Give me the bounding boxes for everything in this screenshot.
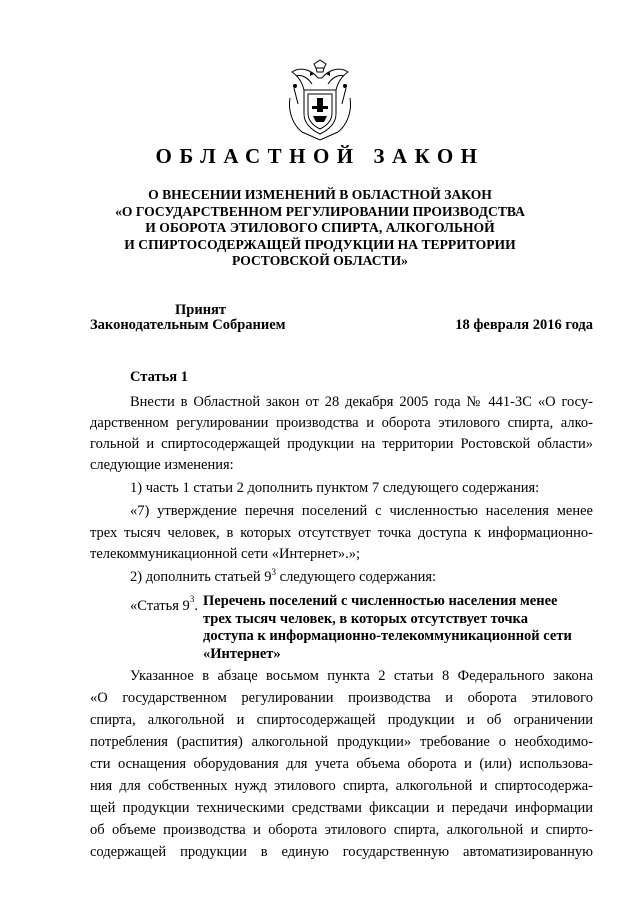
superscript: 3 bbox=[189, 594, 195, 604]
body-line: щей продукции техническими средствами фиксации и передачи информации bbox=[90, 800, 593, 816]
list-item-2 bbox=[130, 568, 593, 586]
adopted-body: Законодательным Собранием bbox=[90, 317, 286, 333]
article-heading: Статья 1 bbox=[130, 369, 188, 385]
paragraph-line: следующие изменения: bbox=[90, 457, 234, 473]
new-article-number: «Статья $9^3$. bbox=[130, 594, 198, 614]
superscript: 3 bbox=[271, 567, 277, 577]
quote-line: «7) утверждение перечня поселений с численностью населения менее bbox=[130, 503, 593, 519]
body-line: содержащей продукции в единую государственную автоматизированную bbox=[90, 844, 593, 860]
quote-line: трех тысяч человек, в которых отсутствует точка доступа к информационно- bbox=[90, 525, 593, 541]
body-line: «О государственном регулировании производства и оборота этилового bbox=[90, 690, 593, 706]
subtitle-line: РОСТОВСКОЙ ОБЛАСТИ» bbox=[232, 253, 408, 268]
body-line: Указанное в абзаце восьмом пункта 2 статьи 8 Федерального закона bbox=[130, 668, 593, 684]
law-title: ОБЛАСТНОЙ ЗАКОН bbox=[155, 144, 485, 168]
title-line: трех тысяч человек, в которых отсутствует точка bbox=[203, 610, 528, 627]
body-line: потребления (распития) алкогольной продукции» требование о необходимо- bbox=[90, 734, 593, 750]
subtitle-line: И СПИРТОСОДЕРЖАЩЕЙ ПРОДУКЦИИ НА ТЕРРИТОРИИ bbox=[124, 236, 516, 252]
title-line: Перечень поселений с численностью населения менее bbox=[203, 593, 558, 609]
list-item-1: 1) часть 1 статьи 2 дополнить пунктом 7 следующего содержания: bbox=[130, 480, 540, 496]
body-line: ния для собственных нужд этилового спирта, алкогольной и спиртосодержа- bbox=[90, 778, 593, 794]
paragraph-line: гольной и спиртосодержащей продукции на территории Ростовской области» bbox=[90, 436, 593, 452]
body-line: сти оснащения оборудования для учета объема оборота и (или) использова- bbox=[90, 756, 593, 772]
title-line: доступа к информационно-телекоммуникационной сети bbox=[203, 628, 572, 644]
subtitle-line: И ОБОРОТА ЭТИЛОВОГО СПИРТА, АЛКОГОЛЬНОЙ bbox=[145, 220, 495, 235]
subtitle-line: «О ГОСУДАРСТВЕННОМ РЕГУЛИРОВАНИИ ПРОИЗВОДСТВА bbox=[115, 203, 525, 219]
adoption-date: 18 февраля 2016 года bbox=[455, 317, 593, 333]
paragraph-line: Внести в Областной закон от 28 декабря 2005 года № 441-ЗС «О госу- bbox=[130, 394, 593, 410]
item2-text: 2) дополнить статьей 9 bbox=[130, 569, 272, 585]
paragraph-line: дарственном регулировании производства и оборота этилового спирта, алко- bbox=[90, 415, 593, 431]
body-line: спирта, алкогольной и спиртосодержащей продукции и об ограничении bbox=[90, 712, 593, 728]
item2-text-suffix: следующего содержания: bbox=[276, 569, 437, 585]
quote-line: телекоммуникационной сети «Интернет».»; bbox=[90, 546, 360, 562]
new-article-prefix: «Статья 9 bbox=[130, 597, 190, 614]
new-article-title bbox=[203, 593, 603, 663]
coat-of-arms-emblem bbox=[286, 58, 354, 142]
law-subtitle bbox=[100, 187, 540, 270]
subtitle-line: О ВНЕСЕНИИ ИЗМЕНЕНИЙ В ОБЛАСТНОЙ ЗАКОН bbox=[148, 187, 492, 202]
body-line: об объеме производства и оборота этилового спирта, алкогольной и спирто- bbox=[90, 822, 593, 838]
title-line: «Интернет» bbox=[203, 645, 281, 662]
adopted-label: Принят bbox=[175, 302, 227, 318]
